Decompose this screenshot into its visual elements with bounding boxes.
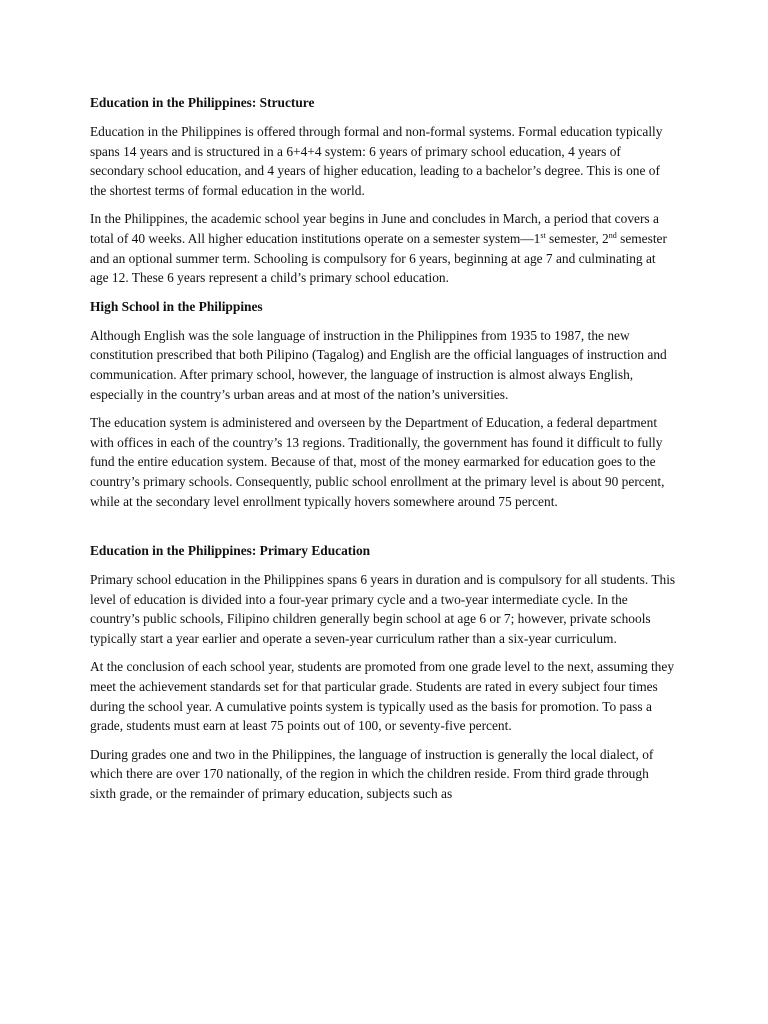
section-heading-structure: Education in the Philippines: Structure — [90, 95, 315, 110]
paragraph-grades-one-two: During grades one and two in the Philippines, the language of instruction is generally the local dialect, of which there are over 170 nationally, of the region in which the children reside. From third grade through sixth grade, or the remainder of primary education, subjects such as — [90, 746, 654, 802]
ordinal-suffix-first: st — [540, 230, 546, 240]
paragraph-school-year-part3: semester and an optional summer term. Schooling is compulsory for 6 years, beginning at age 7 and culminating at age 12. These 6 years represent a child’s primary school education. — [90, 230, 667, 286]
paragraph-primary-duration: Primary school education in the Philippines spans 6 years in duration and is compulsory for all students. This level of education is divided into a four-year primary cycle and a two-year intermediate cycle. In the country’s public schools, Filipino children generally begin school at age 6 or 7; however, private schools typically start a year earlier and operate a seven-year curriculum rather than a six-year curriculum. — [90, 572, 676, 646]
ordinal-suffix-second: nd — [608, 230, 617, 240]
paragraph-language-of-instruction: Although English was the sole language of instruction in the Philippines from 1935 to 1987, the new constitution prescribed that both Pilipino (Tagalog) and English are the official languages of instruction and communication. After primary school, however, the language of instruction is almost always English, especially in the country’s urban areas and at most of the nation’s universities. — [90, 327, 667, 402]
section-heading-primary-education: Education in the Philippines: Primary Education — [90, 543, 371, 559]
paragraph-school-year-part1: In the Philippines, the academic school year begins in June and concludes in March, a period that covers a total of 40 weeks. All higher education institutions operate on a semester system—1 — [90, 211, 659, 246]
paragraph-school-year-part2: semester, 2 — [545, 230, 609, 246]
section-heading-high-school: High School in the Philippines — [90, 298, 263, 314]
paragraph-promotion: At the conclusion of each school year, students are promoted from one grade level to the next, assuming they meet the achievement standards set for that particular grade. Students are rated in every subject four times during the school year. A cumulative points system is typically used as the basis for promotion. To pass a grade, students must earn at least 75 points out of 100, or seventy-five percent. — [90, 659, 675, 734]
paragraph-school-year — [90, 209, 676, 287]
paragraph-structure-overview: Education in the Philippines is offered through formal and non-formal systems. Formal education typically spans 14 years and is structured in a 6+4+4 system: 6 years of primary school education, 4 years of secondary school education, and 4 years of higher education, leading to a bachelor’s degree. This is one of the shortest terms of formal education in the world. — [90, 124, 663, 198]
paragraph-department-of-education: The education system is administered and overseen by the Department of Education, a federal department with offices in each of the country’s 13 regions. Traditionally, the government has found it difficult to fully fund the entire education system. Because of that, most of the money earmarked for education goes to the country’s primary schools. Consequently, public school enrollment at the primary level is about 90 percent, while at the secondary level enrollment typically hovers somewhere around 75 percent. — [90, 415, 665, 509]
